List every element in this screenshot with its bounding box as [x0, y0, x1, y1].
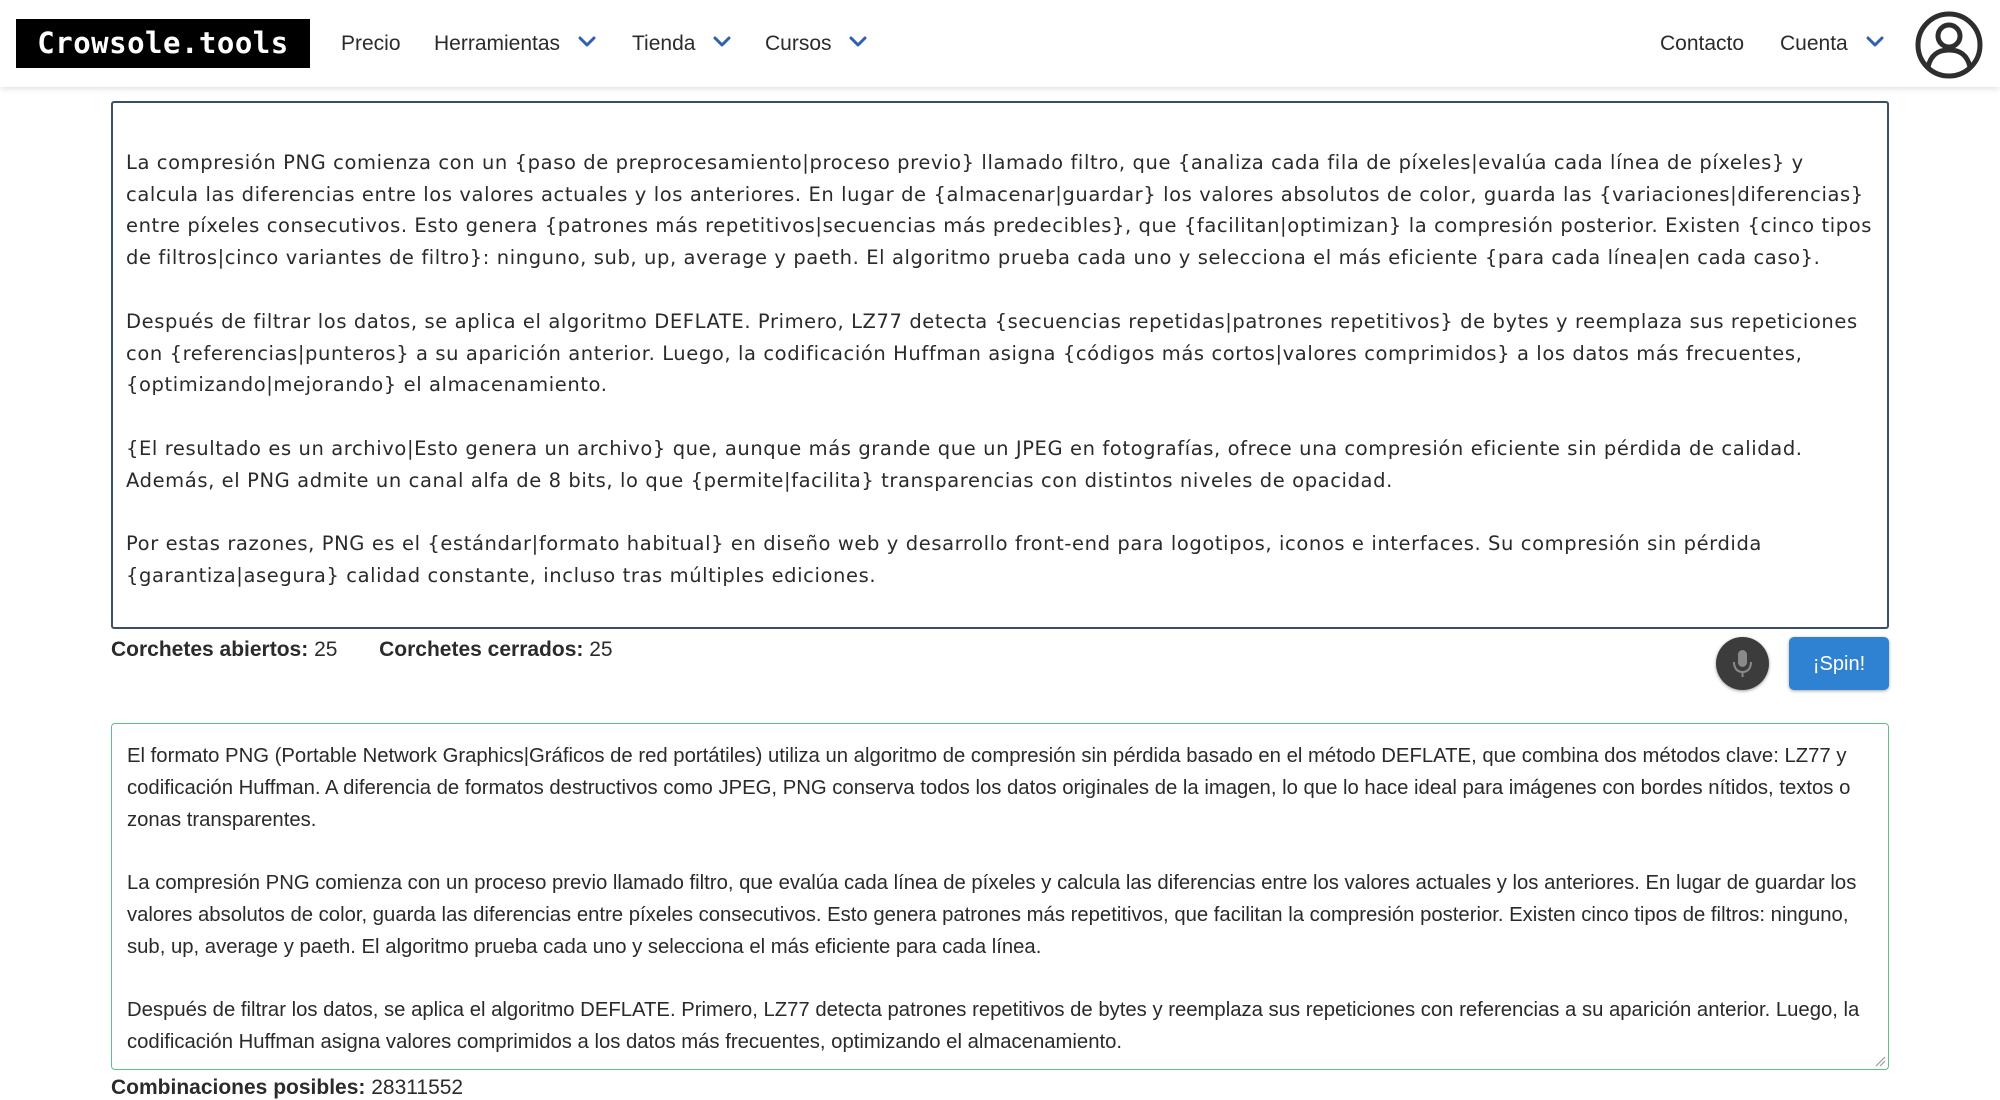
- nav-tienda-label: Tienda: [632, 32, 696, 55]
- microphone-button[interactable]: [1716, 637, 1769, 690]
- nav-herramientas-label: Herramientas: [434, 32, 561, 55]
- combinations-label: Combinaciones posibles:: [111, 1076, 366, 1099]
- spin-button[interactable]: ¡Spin!: [1789, 637, 1889, 690]
- editor-paragraph: Por estas razones, PNG es el {estándar|formato habitual} en diseño web y desarrollo front-end para logotipos, iconos e interfaces. Su compresión sin pérdida {garantiza|asegura} calidad constante, incluso tras múltiples ediciones.: [126, 532, 1762, 588]
- editor-blank-line: [126, 115, 1875, 147]
- resize-grip-icon[interactable]: [1874, 1055, 1886, 1067]
- nav-herramientas[interactable]: [434, 22, 596, 66]
- user-avatar-icon[interactable]: [1915, 11, 1983, 79]
- nav-contacto[interactable]: [1660, 22, 1744, 66]
- chevron-down-icon: [1866, 36, 1884, 48]
- combinations-counter: [111, 1076, 463, 1100]
- spin-output-textarea[interactable]: [111, 723, 1889, 1070]
- closed-brackets-label: Corchetes cerrados:: [379, 638, 584, 661]
- chevron-down-icon: [849, 36, 867, 48]
- nav-cursos[interactable]: [765, 22, 867, 66]
- output-paragraph: El formato PNG (Portable Network Graphics|Gráficos de red portátiles) utiliza un algoritmo de compresión sin pérdida basado en el método DEFLATE, que combina dos métodos clave: LZ77 y codificación Huffman. A diferencia de formatos destructivos como JPEG, PNG conserva todos los datos originales de la imagen, lo que lo hace ideal para imágenes con bordes nítidos, textos o zonas transparentes.: [127, 745, 1851, 831]
- nav-contacto-label: Contacto: [1660, 32, 1745, 55]
- closed-brackets-value: 25: [589, 638, 613, 661]
- editor-paragraph: La compresión PNG comienza con un {paso de preprocesamiento|proceso previo} llamado filtro, que {analiza cada fila de píxeles|evalúa cada línea de píxeles} y calcula las diferencias entre los valores actuales y los anteriores. En lugar de {almacenar|guardar} los valores absolutos de color, guarda las {variaciones|diferencias} entre píxeles consecutivos. Esto genera {patrones más repetitivos|secuencias más predecibles}, que {facilitan|optimizan} la compresión posterior. Existen {cinco tipos de filtros|cinco variantes de filtro}: ninguno, sub, up, average y paeth. El algoritmo prueba cada uno y selecciona el más eficiente {para cada línea|en cada caso}.: [126, 150, 1873, 270]
- output-paragraph: Después de filtrar los datos, se aplica el algoritmo DEFLATE. Primero, LZ77 detecta patrones repetitivos de bytes y reemplaza sus repeticiones con referencias a su aparición anterior. Luego, la codificación Huffman asigna valores comprimidos a los datos más frecuentes, optimizando el almacenamiento.: [127, 999, 1860, 1054]
- nav-tienda[interactable]: [632, 22, 731, 66]
- top-navbar: [0, 0, 2000, 87]
- nav-cuenta[interactable]: [1780, 22, 1884, 66]
- spintax-editor[interactable]: [111, 101, 1889, 629]
- nav-precio[interactable]: [341, 22, 401, 66]
- microphone-icon: [1732, 649, 1753, 678]
- brand-logo[interactable]: Crowsole.tools: [16, 19, 310, 68]
- nav-cursos-label: Cursos: [765, 32, 832, 55]
- open-brackets-label: Corchetes abiertos:: [111, 638, 309, 661]
- nav-precio-label: Precio: [341, 32, 401, 55]
- bracket-counters: [111, 638, 613, 662]
- output-paragraph: La compresión PNG comienza con un proceso previo llamado filtro, que evalúa cada línea de píxeles y calcula las diferencias entre los valores actuales y los anteriores. En lugar de guardar los valores absolutos de color, guarda las diferencias entre píxeles consecutivos. Esto genera patrones más repetitivos, que facilitan la compresión posterior. Existen cinco tipos de filtros: ninguno, sub, up, average y paeth. El algoritmo prueba cada uno y selecciona el más eficiente para cada línea.: [127, 872, 1857, 958]
- open-brackets-value: 25: [314, 638, 338, 661]
- chevron-down-icon: [578, 36, 596, 48]
- chevron-down-icon: [713, 36, 731, 48]
- editor-paragraph: {El resultado es un archivo|Esto genera un archivo} que, aunque más grande que un JPEG en fotografías, ofrece una compresión eficiente sin pérdida de calidad. Además, el PNG admite un canal alfa de 8 bits, lo que {permite|facilita} transparencias con distintos niveles de opacidad.: [126, 436, 1803, 492]
- editor-paragraph: Después de filtrar los datos, se aplica el algoritmo DEFLATE. Primero, LZ77 detecta {secuencias repetidas|patrones repetitivos} de bytes y reemplaza sus repeticiones con {referencias|punteros} a su aparición anterior. Luego, la codificación Huffman asigna {códigos más cortos|valores comprimidos} a los datos más frecuentes, {optimizando|mejorando} el almacenamiento.: [126, 309, 1858, 397]
- nav-cuenta-label: Cuenta: [1780, 32, 1848, 55]
- combinations-value: 28311552: [371, 1076, 464, 1099]
